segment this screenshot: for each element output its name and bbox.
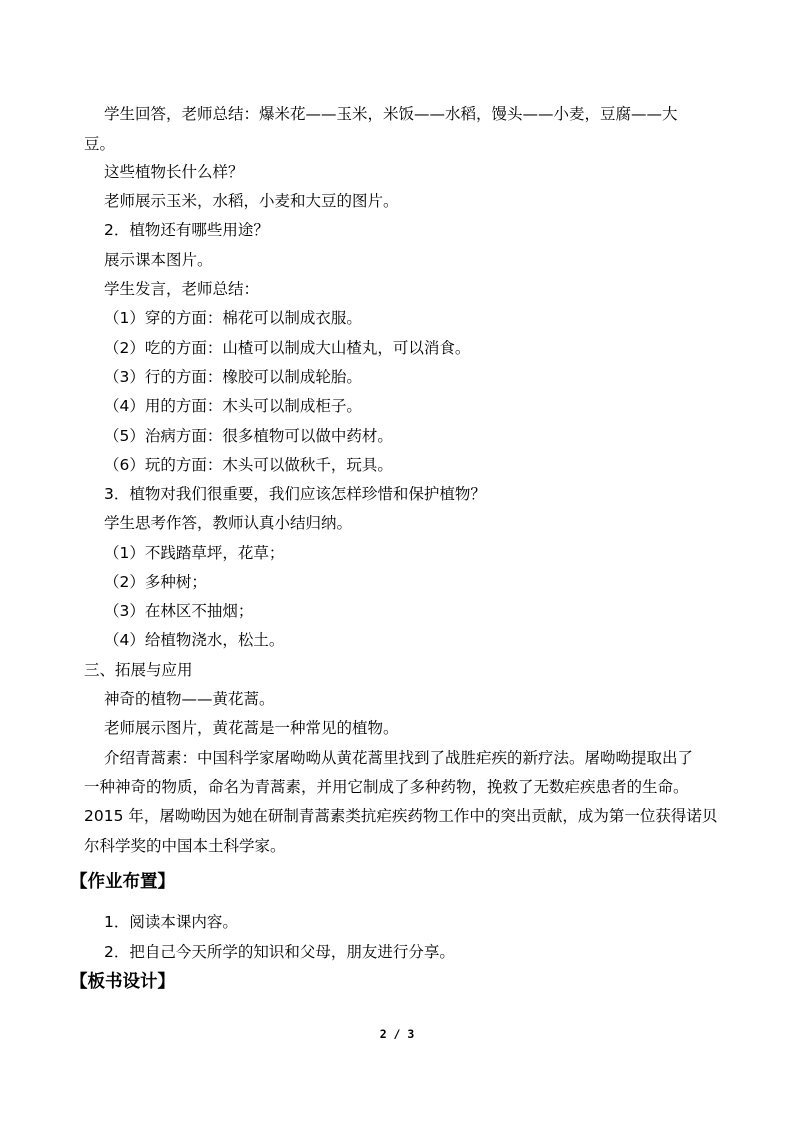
list-item: （3）行的方面：橡胶可以制成轮胎。 <box>104 368 362 386</box>
text-line: 老师展示图片，黄花蒿是一种常见的植物。 <box>104 719 399 737</box>
text-line: 学生思考作答，教师认真小结归纳。 <box>104 514 353 532</box>
list-item: （1）穿的方面：棉花可以制成衣服。 <box>104 309 362 327</box>
paragraph-line: 介绍青蒿素：中国科学家屠呦呦从黄花蒿里找到了战胜疟疾的新疗法。屠呦呦提取出了 <box>104 749 694 767</box>
list-item: （2）吃的方面：山楂可以制成大山楂丸，可以消食。 <box>104 339 471 357</box>
list-item: （2）多种树； <box>104 573 207 591</box>
page-number: 2 / 3 <box>379 1027 415 1041</box>
list-item: （4）用的方面：木头可以制成柜子。 <box>104 397 362 415</box>
section-title: 三、拓展与应用 <box>84 661 193 679</box>
text-line: 老师展示玉米，水稻，小麦和大豆的图片。 <box>104 192 399 210</box>
paragraph-line: 一种神奇的物质，命名为青蒿素，并用它制成了多种药物，挽救了无数疟疾患者的生命。 <box>84 778 689 796</box>
homework-heading: 【作业布置】 <box>70 872 175 892</box>
list-item: （4）给植物浇水，松土。 <box>104 631 285 649</box>
text-line: 神奇的植物——黄花蒿。 <box>104 690 275 708</box>
text-line: 展示课本图片。 <box>104 251 213 269</box>
homework-item: 1．阅读本课内容。 <box>104 913 238 931</box>
list-item: （1）不践踏草坪，花草； <box>104 544 285 562</box>
list-item: （6）玩的方面：木头可以做秋千，玩具。 <box>104 456 393 474</box>
list-item: （5）治病方面：很多植物可以做中药材。 <box>104 427 393 445</box>
text-line: 学生发言，老师总结： <box>104 280 260 298</box>
text-line: 学生回答，老师总结：爆米花——玉米，米饭——水稻，馒头——小麦，豆腐——大 <box>104 105 678 123</box>
paragraph-line: 尔科学奖的中国本土科学家。 <box>84 837 286 855</box>
text-line: 3．植物对我们很重要，我们应该怎样珍惜和保护植物？ <box>104 485 486 503</box>
board-design-heading: 【板书设计】 <box>70 972 175 992</box>
paragraph-line: 2015 年，屠呦呦因为她在研制青蒿素类抗疟疾药物工作中的突出贡献，成为第一位获得诺贝 <box>84 807 718 825</box>
text-line: 豆。 <box>84 135 116 153</box>
homework-item: 2．把自己今天所学的知识和父母，朋友进行分享。 <box>104 943 455 961</box>
list-item: （3）在林区不抽烟； <box>104 602 254 620</box>
text-line: 2．植物还有哪些用途？ <box>104 221 269 239</box>
text-line: 这些植物长什么样？ <box>104 163 244 181</box>
